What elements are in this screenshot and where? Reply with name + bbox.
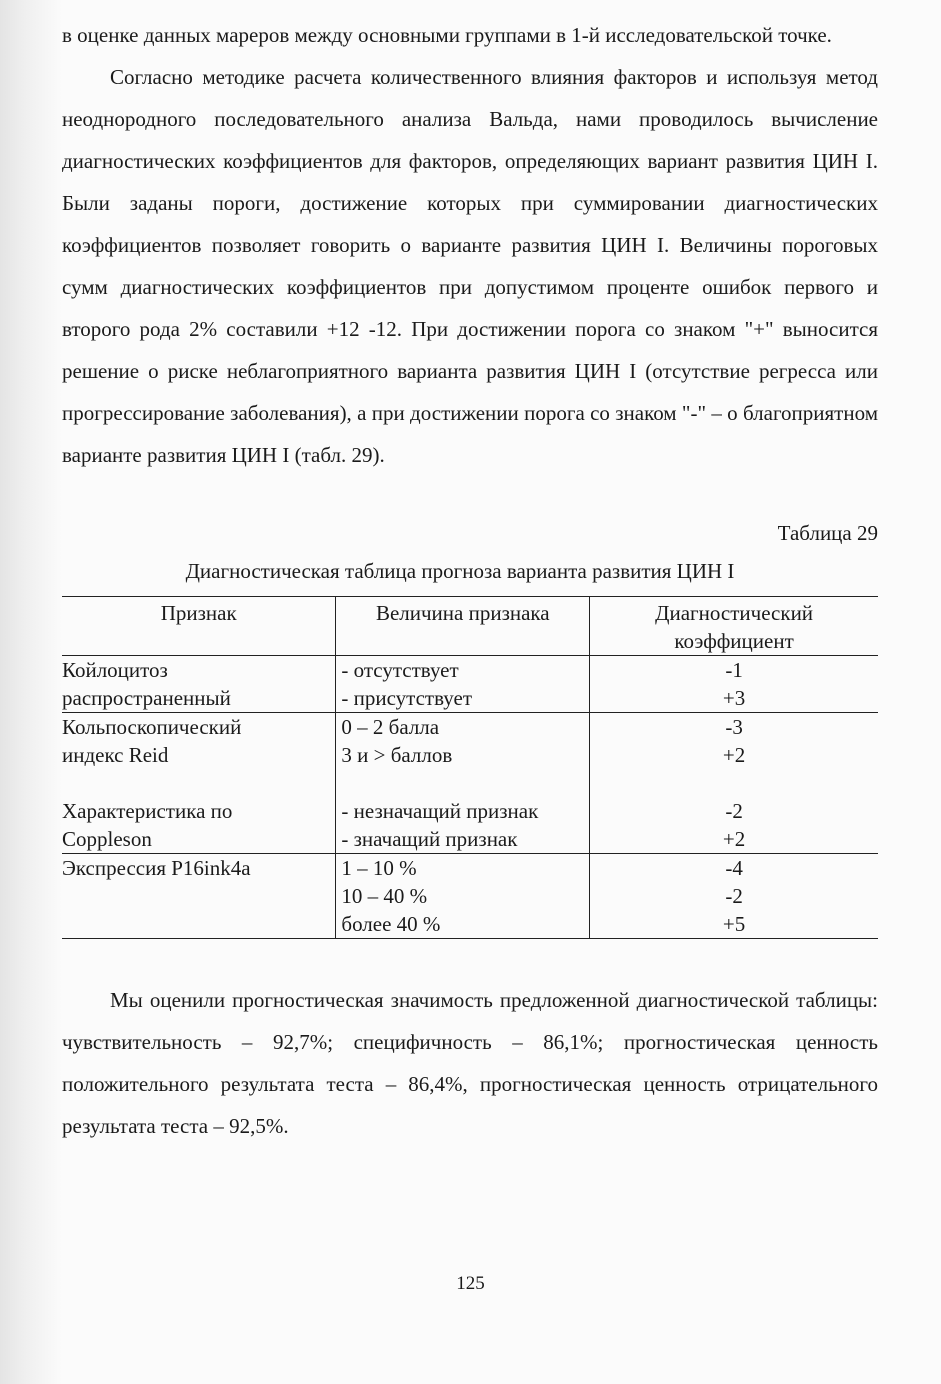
table-number-label: Таблица 29 [777,521,878,545]
document-page [62,14,878,1147]
feature-value: 3 и > баллов [341,743,453,767]
header-feature: Признак [62,597,336,656]
paragraph-intro-continuation: в оценке данных мареров между основными группами в 1-й исследовательской точке. [62,23,832,47]
feature-name: Экспрессия P16ink4a [62,856,251,880]
feature-value: - значащий признак [341,827,518,851]
feature-name-cont: распространенный [62,686,231,710]
coefficient-value: +3 [722,686,746,710]
table-row-koilocytosis [62,656,878,713]
diagnostic-table [62,596,878,939]
coefficient-value: -2 [725,884,743,908]
coefficient-value: +2 [722,827,746,851]
feature-value: - присутствует [341,686,473,710]
feature-value: 0 – 2 балла [341,715,440,739]
page-number: 125 [456,1273,485,1294]
table-row-colposcopic-coppleson [62,713,878,854]
coefficient-value: -3 [725,715,743,739]
feature-value: более 40 % [341,912,441,936]
table-row-p16 [62,854,878,939]
feature-name: Кольпоскопический [62,715,242,739]
feature-name-cont: индекс Reid [62,743,169,767]
header-coefficient: Диагностический коэффициент [590,597,878,656]
feature-value: 10 – 40 % [341,884,428,908]
scan-edge-shadow [0,0,62,1384]
feature-value: - незначащий признак [341,799,539,823]
feature-name: Койлоцитоз [62,658,168,682]
feature-value: 1 – 10 % [341,856,417,880]
feature-name-cont: Coppleson [62,827,152,851]
table-title: Диагностическая таблица прогноза варианта развития ЦИН I [185,559,735,583]
coefficient-value: -1 [725,658,743,682]
feature-value: - отсутствует [341,658,459,682]
coefficient-value: -2 [725,799,743,823]
feature-name: Характеристика по [62,799,233,823]
coefficient-value: -4 [725,856,743,880]
paragraph-method: Согласно методике расчета количественного влияния факторов и используя метод неоднородного последовательного анализа Вальда, нами проводилось вычисление диагностических коэффициентов для факторов, определяющих вариант развития ЦИН I. Были заданы пороги, достижение которых при суммировании диагностических коэффициентов позволяет говорить о варианте развития ЦИН I. Величины пороговых сумм диагностических коэффициентов при допустимом проценте ошибок первого и второго рода 2% составили +12 -12. При достижении порога со знаком "+" выносится решение о риске неблагоприятного варианта развития ЦИН I (отсутствие регресса или прогрессирование заболевания), а при достижении порога со знаком "-" – о благоприятном варианте развития ЦИН I (табл. 29). [62,65,878,467]
header-value: Величина признака [336,597,590,656]
paragraph-results: Мы оценили прогностическая значимость предложенной диагностической таблицы: чувствительность – 92,7%; специфичность – 86,1%; прогностическая ценность положительного результата теста – 86,4%, прогностическая ценность отрицательного результата теста – 92,5%. [62,988,878,1138]
coefficient-value: +2 [722,743,746,767]
coefficient-value: +5 [722,912,746,936]
